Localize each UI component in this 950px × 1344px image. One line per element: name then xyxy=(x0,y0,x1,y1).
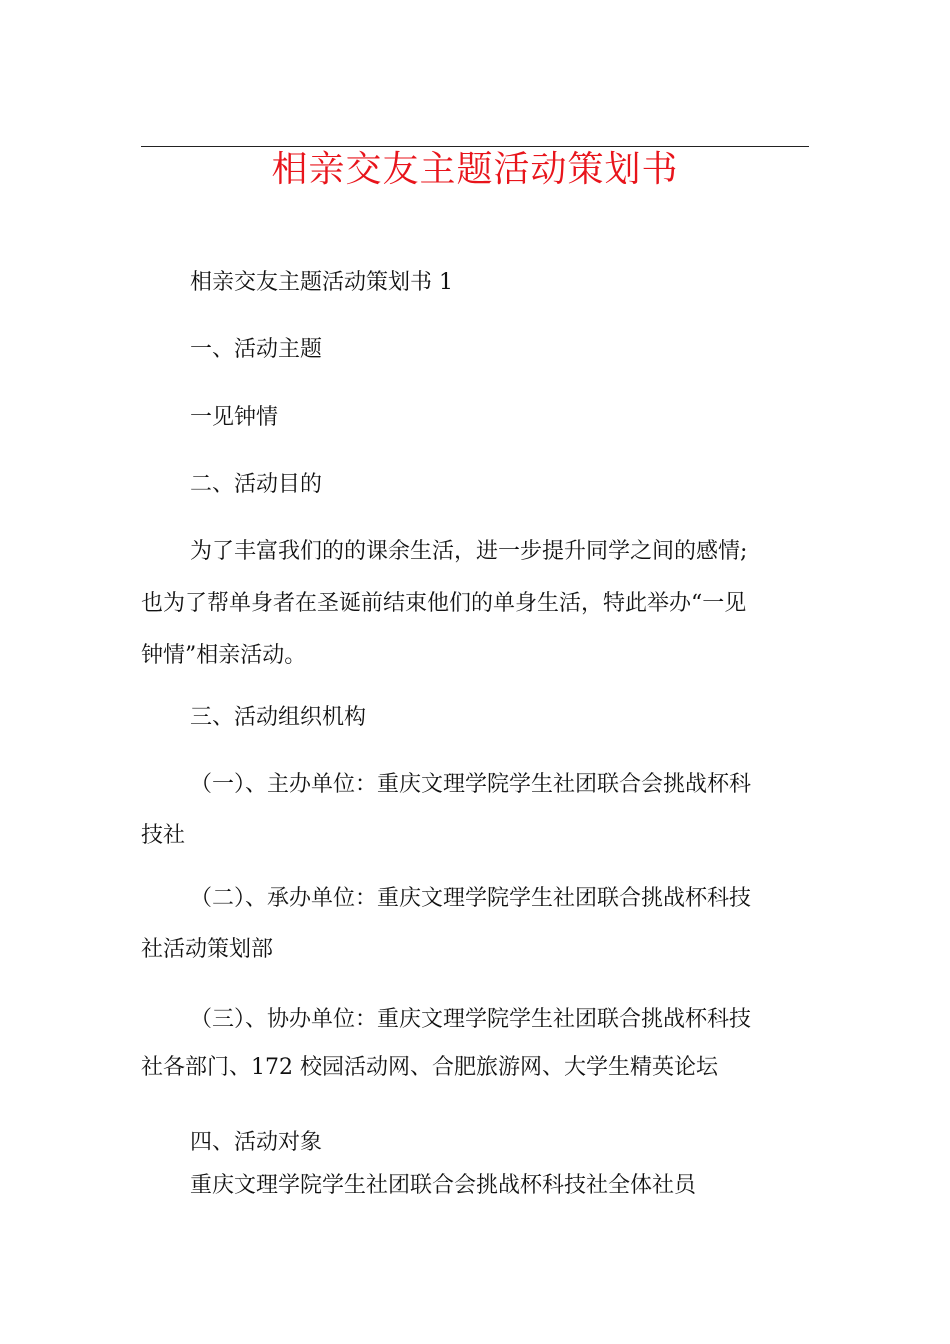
purpose-paragraph-line: 钟情”相亲活动。 xyxy=(141,643,307,668)
section-heading-purpose: 二、活动目的 xyxy=(190,472,323,497)
document-title: 相亲交友主题活动策划书 xyxy=(271,149,679,190)
co-organizer-line: 社各部门、172 校园活动网、合肥旅游网、大学生精英论坛 xyxy=(141,1055,718,1080)
host-line: 社活动策划部 xyxy=(141,937,274,962)
theme-text: 一见钟情 xyxy=(190,405,279,430)
organizer-line: （一）、主办单位：重庆文理学院学生社团联合会挑战杯科 xyxy=(190,772,752,797)
co-organizer-line: （三）、协办单位：重庆文理学院学生社团联合挑战杯科技 xyxy=(190,1007,752,1032)
section-heading-organization: 三、活动组织机构 xyxy=(190,705,367,730)
purpose-paragraph-line: 为了丰富我们的的课余生活，进一步提升同学之间的感情; xyxy=(190,539,748,564)
audience-text: 重庆文理学院学生社团联合会挑战杯科技社全体社员 xyxy=(190,1173,697,1198)
host-line: （二）、承办单位：重庆文理学院学生社团联合挑战杯科技 xyxy=(190,886,752,911)
section-heading-audience: 四、活动对象 xyxy=(190,1130,323,1155)
purpose-paragraph-line: 也为了帮单身者在圣诞前结束他们的单身生活，特此举办“一见 xyxy=(141,591,747,616)
section-heading-theme: 一、活动主题 xyxy=(190,337,323,362)
organizer-line: 技社 xyxy=(141,823,186,848)
subtitle-heading: 相亲交友主题活动策划书 1 xyxy=(190,270,453,295)
